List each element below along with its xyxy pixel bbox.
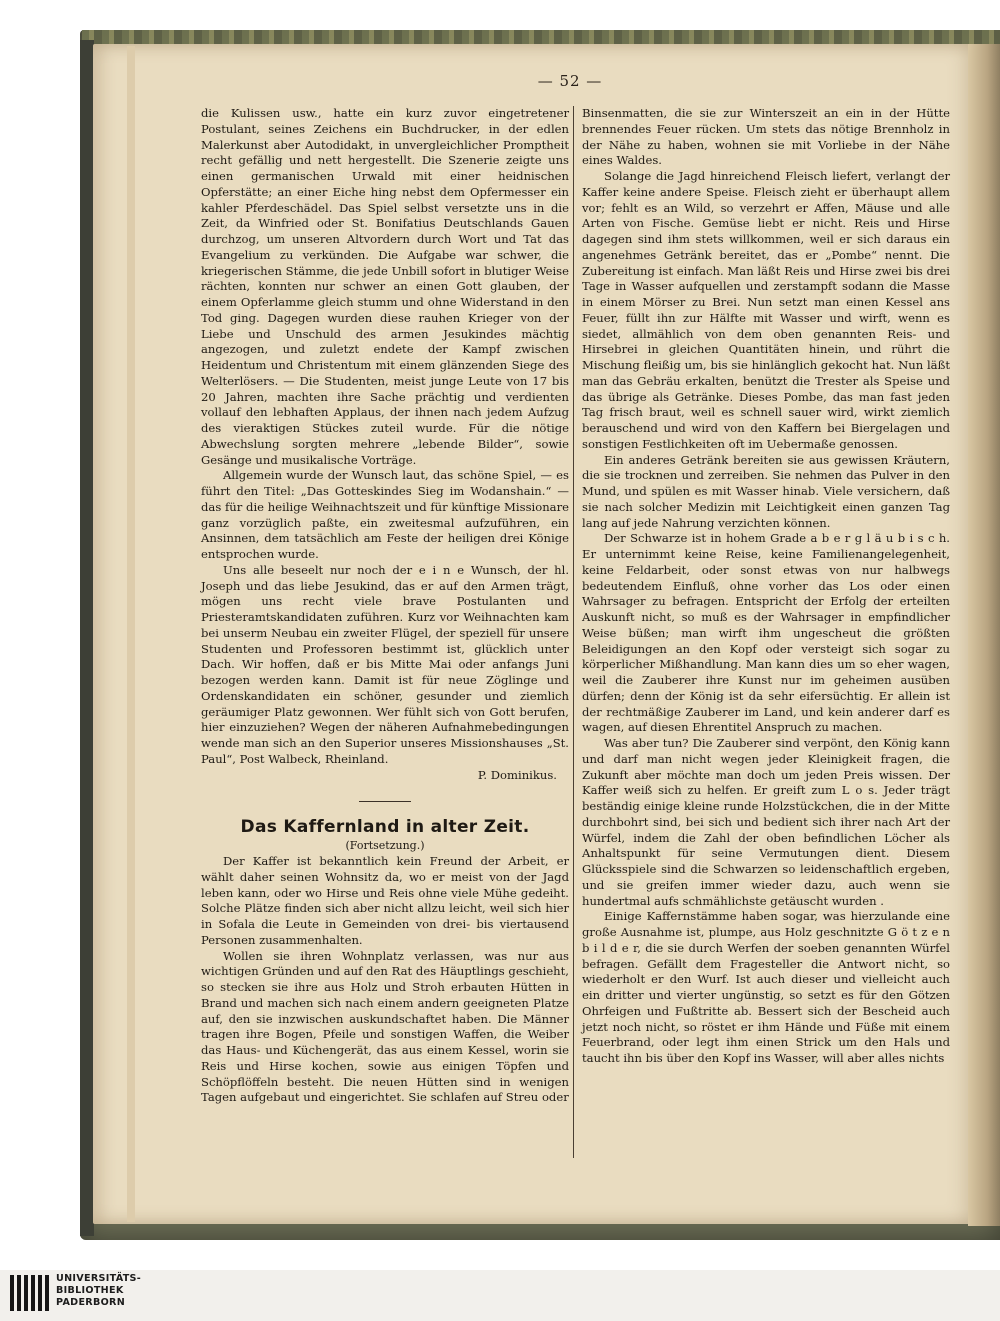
logo-line: PADERBORN bbox=[56, 1297, 126, 1308]
library-logo-text bbox=[56, 1273, 141, 1309]
paragraph: Einige Kaffernstämme haben sogar, was hierzulande eine große Ausnahme ist, plumpe, aus Holz geschnitzte G ö t z e n b i l d e r, die sie durch Werfen der soeben genannten Würfel befragen. Gefällt dem Fragesteller die Antwort nicht, so wiederholt er den Wurf. Ist auch dieser und vielleicht auch ein dritter und vierter ungünstig, so setzt es für den Götzen Ohrfeigen und Fußtritte ab. Bessert sich der Bescheid auch jetzt noch nicht, so röstet er ihm Hände und Füße mit einem Feuerbrand, oder legt ihm einen Strick um den Hals und taucht ihn bis über den Kopf ins Wasser, will aber alles nichts bbox=[582, 909, 950, 1065]
column-divider bbox=[573, 106, 574, 1158]
section-separator bbox=[359, 801, 411, 802]
logo-line: UNIVERSITÄTS- bbox=[56, 1273, 142, 1284]
page-edge-strip bbox=[127, 46, 135, 1222]
paragraph: Der Schwarze ist in hohem Grade a b e r g l ä u b i s c h. Er unternimmt keine Reise, keine Familienangelegenheit, keine Feldarbeit, oder sonst etwas von nur halbwegs bedeutendem Einfluß, ohne vorher das Los oder einen Wahrsager zu befragen. Entspricht der Erfolg der erteilten Auskunft nicht, so muß es der Wahrsager in empfindlicher Weise büßen; man wirft ihm ungescheut die größten Beleidigungen an den Kopf oder versteigt sich sogar zu körperlicher Mißhandlung. Man kann dies um so eher wagen, weil die Zauberer ihre Kunst nur im geheimen ausüben dürfen; denn der König ist da sehr eifersüchtig. Er allein ist der rechtmäßige Zauberer im Land, und kein anderer darf es wagen, auf diesen Ehrentitel Anspruch zu machen. bbox=[582, 531, 950, 735]
library-logo-icon bbox=[10, 1275, 50, 1311]
book-spine-edge bbox=[80, 40, 94, 1236]
logo-line: BIBLIOTHEK bbox=[56, 1285, 124, 1296]
paragraph: Was aber tun? Die Zauberer sind verpönt, den König kann und darf man nicht wegen jeder Kleinigkeit fragen, die Zukunft aber möchte man doch um jeden Preis wissen. Der Kaffer weiß sich zu helfen. Er greift zum L o s. Jeder trägt beständig einige kleine runde Holzstückchen, die in der Mitte durchbohrt sind, bei sich und bedient sich ihrer nach Art der Würfel, indem die Zahl der oben befindlichen Löcher als Anhaltspunkt für seine Vermutungen dient. Diesem Glücksspiele sind die Schwarzen so leidenschaftlich ergeben, und sie greifen immer wieder dazu, auch wenn sie hundertmal aufs schmählichste getäuscht wurden . bbox=[582, 736, 950, 908]
paragraph: Binsenmatten, die sie zur Winterszeit an ein in der Hütte brennendes Feuer rücken. Um stets das nötige Brennholz in der Nähe zu haben, wohnen sie mit Vorliebe in der Nähe eines Waldes. bbox=[582, 106, 950, 168]
page-number: — 52 — bbox=[537, 72, 603, 90]
right-text-column bbox=[582, 106, 950, 1067]
paragraph: die Kulissen usw., hatte ein kurz zuvor eingetretener Postulant, seines Zeichens ein Buchdrucker, in der edlen Malerkunst aber Autodidakt, in unvergleichlicher Promptheit recht gefällig und nett hergestellt. Die Szenerie zeigte uns einen germanischen Urwald mit einer heidnischen Opferstätte; an einer Eiche hing nebst dem Opfermesser ein kahler Pferdeschädel. Das Spiel selbst versetzte uns in die Zeit, da Winfried oder St. Bonifatius Deutschlands Gauen durchzog, um unseren Altvordern durch Wort und Tat das Evangelium zu verkünden. Die Aufgabe war schwer, die kriegerischen Stämme, die jede Unbill sofort in blutiger Weise rächten, konnten nur schwer an einen Gott glauben, der einem Opferlamme gleich stumm und ohne Widerstand in den Tod ging. Dagegen wurden diese rauhen Krieger von der Liebe und Unschuld des armen Jesukindes mächtig angezogen, und zuletzt endete der Kampf zwischen Heidentum und Christentum mit einem glänzenden Siege des Welterlösers. — Die Studenten, meist junge Leute von 17 bis 20 Jahren, machten ihre Sache prächtig und verdienten vollauf den lebhaften Applaus, der ihnen nach jedem Aufzug des vieraktigen Stückes zuteil wurde. Für die nötige Abwechslung sorgten mehrere „lebende Bilder“, sowie Gesänge und musikalische Vorträge. bbox=[201, 106, 569, 467]
paragraph: Der Kaffer ist bekanntlich kein Freund der Arbeit, er wählt daher seinen Wohnsitz da, wo er meist von der Jagd leben kann, oder wo Hirse und Reis ohne viele Mühe gedeiht. Solche Plätze finden sich aber nicht allzu leicht, weil sich hier in Sofala die Leute in Gemeinden von drei- bis viertausend Personen zusammenhalten. bbox=[201, 854, 569, 947]
paragraph: Solange die Jagd hinreichend Fleisch liefert, verlangt der Kaffer keine andere Speise. Fleisch zieht er überhaupt allem vor; fehlt es an Wild, so verzehrt er Affen, Mäuse und alle Arten von Fische. Gemüse liebt er nicht. Reis und Hirse dagegen sind ihm stets willkommen, weil er sich daraus ein angenehmes Getränk bereitet, das er „Pombe“ nennt. Die Zubereitung ist einfach. Man läßt Reis und Hirse zwei bis drei Tage in Wasser aufquellen und zerstampft sodann die Masse in einem Mörser zu Brei. Nun setzt man einen Kessel ans Feuer, füllt ihn zur Hälfte mit Wasser und wirft, wenn es siedet, allmählich von dem oben genannten Reis- und Hirsebrei in gleichen Quantitäten hinein, und rührt die Mischung fleißig um, bis sie hinlänglich gekocht hat. Nun läßt man das Gebräu erkalten, benützt die Trester als Speise und das übrige als Getränke. Dieses Pombe, das man fast jeden Tag frisch braut, weil es schnell sauer wird, wirkt ziemlich berauschend und wird von den Kaffern bei Biergelagen und sonstigen Festlichkeiten oft im Uebermaße genossen. bbox=[582, 169, 950, 451]
article-subheading: (Fortsetzung.) bbox=[345, 839, 425, 853]
library-logo bbox=[0, 1273, 200, 1313]
binding-gutter bbox=[968, 44, 1000, 1226]
paragraph: Allgemein wurde der Wunsch laut, das schöne Spiel, — es führt den Titel: „Das Gotteskindes Sieg im Wodanshain.“ — das für die heilige Weihnachtszeit und für künftige Missionare ganz vorzüglich paßte, ein zweitesmal aufzuführen, ein Ansinnen, dem tatsächlich am Feste der heiligen drei Könige entsprochen wurde. bbox=[201, 468, 569, 561]
paragraph: Uns alle beseelt nur noch der e i n e Wunsch, der hl. Joseph und das liebe Jesukind, das er auf den Armen trägt, mögen uns recht viele brave Postulanten und Priesteramtskandidaten zuführen. Kurz vor Weihnachten kam bei unserm Neubau ein zweiter Flügel, der speziell für unsere Studenten und Professoren bestimmt ist, glücklich unter Dach. Wir hoffen, daß er bis Mitte Mai oder anfangs Juni bezogen werden kann. Damit ist für neue Zöglinge und Ordenskandidaten ein schöner, gesunder und ziemlich geräumiger Platz gewonnen. Wer fühlt sich von Gott berufen, hier einzuziehen? Wegen der näheren Aufnahmebedingungen wende man sich an den Superior unseres Missionshauses „St. Paul“, Post Walbeck, Rheinland. bbox=[201, 562, 569, 766]
article-heading: Das Kaffernland in alter Zeit. bbox=[240, 817, 530, 838]
paragraph: Wollen sie ihren Wohnplatz verlassen, was nur aus wichtigen Gründen und auf den Rat des Häuptlings geschieht, so stecken sie ihre aus Holz und Stroh erbauten Hütten in Brand und machen sich nach einem andern geeigneten Platze auf, den sie inzwischen auskundschaftet haben. Die Männer tragen ihre Bogen, Pfeile und sonstigen Waffen, die Weiber das Haus- und Küchengerät, das aus einem Kessel, worin sie Reis und Hirse kochen, sowie aus einigen Töpfen und Schöpflöffeln besteht. Die neuen Hütten sind in wenigen Tagen aufgebaut und eingerichtet. Sie schlafen auf Streu oder bbox=[201, 948, 569, 1105]
paragraph: Ein anderes Getränk bereiten sie aus gewissen Kräutern, die sie trocknen und zerreiben. Sie nehmen das Pulver in den Mund, und spülen es mit Wasser hinab. Viele versichern, daß sie nach solcher Medizin mit Leichtigkeit einen ganzen Tag lang auf jede Nahrung verzichten können. bbox=[582, 452, 950, 530]
author-signature: P. Dominikus. bbox=[477, 767, 557, 782]
left-text-column bbox=[201, 106, 569, 1106]
